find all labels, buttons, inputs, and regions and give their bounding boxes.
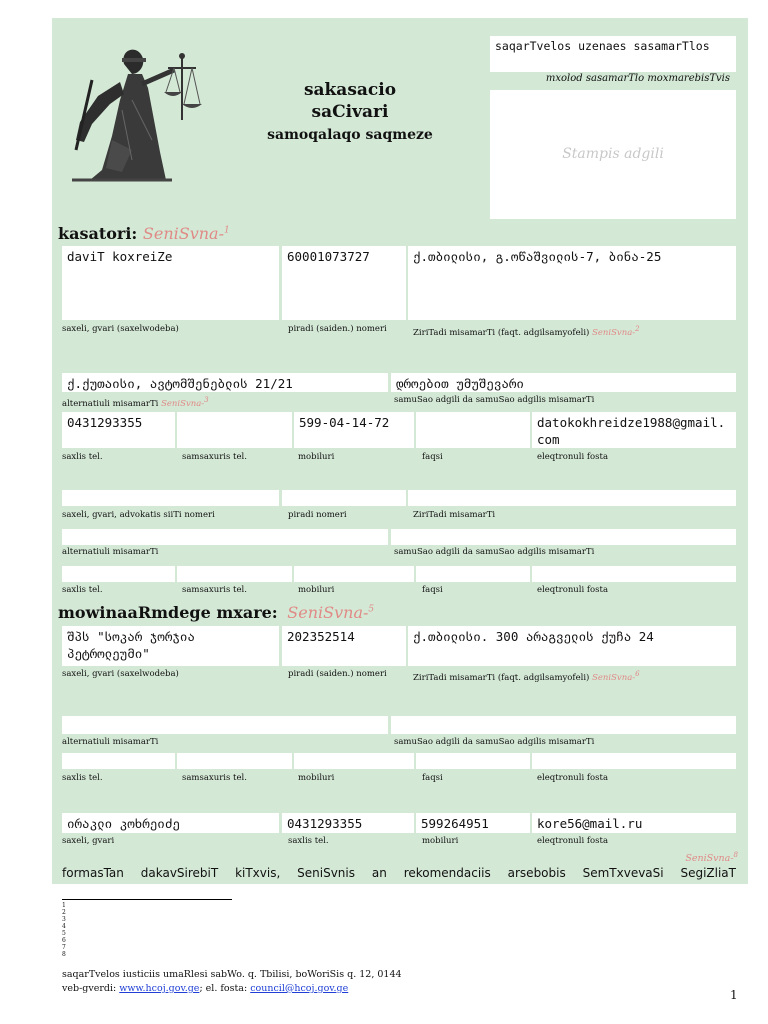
lawyer-fax-label: faqsi bbox=[422, 585, 443, 595]
cassator-email-field[interactable]: datokokhreidze1988@gmail.com bbox=[532, 412, 736, 448]
respondent-workplace-field[interactable] bbox=[391, 716, 736, 734]
note-marker: SeniSvna- bbox=[142, 224, 224, 243]
representative-mobile-label: mobiluri bbox=[422, 836, 459, 846]
cassator-fax-field[interactable] bbox=[416, 412, 530, 448]
contact-word: SeniSvnis bbox=[297, 866, 355, 880]
cassator-workplace-field[interactable]: დროებით უმუშევარი bbox=[391, 373, 736, 392]
cassator-address-label: ZiriTadi misamarTi (faqt. adgilsamyofeli) SeniSvna-$^2$ bbox=[413, 324, 640, 338]
lawyer-alt-address-field[interactable] bbox=[62, 529, 388, 545]
respondent-home-tel-field[interactable] bbox=[62, 753, 175, 769]
cassator-alt-address-label: alternatiuli misamarTi SeniSvna-$^3$ bbox=[62, 395, 209, 409]
respondent-id-field[interactable]: 202352514 bbox=[282, 626, 406, 666]
respondent-email-field[interactable] bbox=[532, 753, 736, 769]
cassator-mobile-label: mobiluri bbox=[298, 452, 335, 462]
contact-word: dakavSirebiT bbox=[140, 866, 219, 880]
footnote-number: 1 bbox=[62, 902, 66, 909]
cassator-heading: kasatori: SeniSvna-$^1$ bbox=[58, 224, 230, 243]
respondent-heading: mowinaaRmdege mxare: SeniSvna-$^5$ bbox=[58, 603, 375, 622]
respondent-id-label: piradi (saiden.) nomeri bbox=[288, 669, 387, 679]
lawyer-address-label: ZiriTadi misamarTi bbox=[413, 510, 496, 520]
footnote-number: 7 bbox=[62, 944, 66, 951]
respondent-alt-address-field[interactable] bbox=[62, 716, 388, 734]
lawyer-mobile-label: mobiluri bbox=[298, 585, 335, 595]
lawyer-name-label: saxeli, gvari, advokatis siiTi nomeri bbox=[62, 510, 215, 520]
respondent-mobile-field[interactable] bbox=[294, 753, 414, 769]
lawyer-mobile-field[interactable] bbox=[294, 566, 414, 582]
contact-word: SemTxvevaSi bbox=[582, 866, 664, 880]
cassator-id-field[interactable]: 60001073727 bbox=[282, 246, 406, 320]
lawyer-workplace-field[interactable] bbox=[391, 529, 736, 545]
footnote-number: 4 bbox=[62, 923, 66, 930]
lawyer-fax-field[interactable] bbox=[416, 566, 530, 582]
lawyer-address-field[interactable] bbox=[408, 490, 736, 506]
cassator-work-tel-label: samsaxuris tel. bbox=[182, 452, 247, 462]
cassator-alt-address-field[interactable]: ქ.ქუთაისი, ავტომშენებლის 21/21 bbox=[62, 373, 388, 392]
contact-word: an bbox=[371, 866, 387, 880]
respondent-name-label: saxeli, gvari (saxelwodeba) bbox=[62, 669, 179, 679]
cassator-name-field[interactable]: daviT koxreiZe bbox=[62, 246, 279, 320]
lawyer-alt-address-label: alternatiuli misamarTi bbox=[62, 547, 159, 557]
respondent-workplace-label: samuSao adgili da samuSao adgilis misamarTi bbox=[394, 737, 595, 747]
form-title: sakasacio bbox=[303, 80, 397, 100]
footnote-number: 6 bbox=[62, 937, 66, 944]
form-case-type: samoqalaqo saqmeze bbox=[267, 127, 433, 143]
footer-contacts: veb-gverdi: www.hcoj.gov.ge; el. fosta: council@hcoj.gov.ge bbox=[62, 983, 349, 994]
contact-word: SegiZliaT bbox=[680, 866, 736, 880]
cassator-work-tel-field[interactable] bbox=[177, 412, 292, 448]
contact-instruction-text bbox=[62, 866, 736, 880]
respondent-address-label: ZiriTadi misamarTi (faqt. adgilsamyofeli) SeniSvna-$^6$ bbox=[413, 669, 640, 683]
representative-name-label: saxeli, gvari bbox=[62, 836, 115, 846]
lawyer-id-label: piradi nomeri bbox=[288, 510, 347, 520]
lawyer-home-tel-field[interactable] bbox=[62, 566, 175, 582]
representative-home-tel-field[interactable]: 0431293355 bbox=[282, 813, 414, 833]
lawyer-id-field[interactable] bbox=[282, 490, 406, 506]
lawyer-work-tel-label: samsaxuris tel. bbox=[182, 585, 247, 595]
contact-word: kiTxvis, bbox=[235, 866, 281, 880]
respondent-fax-label: faqsi bbox=[422, 773, 443, 783]
court-note: mxolod sasamarTlo moxmarebisTvis bbox=[545, 73, 730, 84]
cassator-workplace-label: samuSao adgili da samuSao adgilis misamarTi bbox=[394, 395, 595, 405]
stamp-placeholder: Stampis adgili bbox=[562, 146, 664, 162]
cassator-address-field[interactable]: ქ.თბილისი, გ.ოწაშვილის-7, ბინა-25 bbox=[408, 246, 736, 320]
lawyer-work-tel-field[interactable] bbox=[177, 566, 292, 582]
lawyer-email-label: eleqtronuli fosta bbox=[537, 585, 609, 595]
contact-word: formasTan bbox=[62, 866, 124, 880]
court-name: saqarTvelos uzenaes sasamarTlos bbox=[490, 36, 736, 72]
email-link[interactable]: council@hcoj.gov.ge bbox=[250, 983, 349, 994]
representative-home-tel-label: saxlis tel. bbox=[288, 836, 329, 846]
footnote-divider bbox=[62, 899, 232, 900]
footer-address: saqarTvelos iusticiis umaRlesi sabWo. q. Tbilisi, boWoriSis q. 12, 0144 bbox=[62, 969, 402, 980]
respondent-fax-field[interactable] bbox=[416, 753, 530, 769]
respondent-work-tel-field[interactable] bbox=[177, 753, 292, 769]
representative-mobile-field[interactable]: 599264951 bbox=[416, 813, 530, 833]
cassator-id-label: piradi (saiden.) nomeri bbox=[288, 324, 387, 334]
cassator-mobile-field[interactable]: 599-04-14-72 bbox=[294, 412, 414, 448]
contact-word: rekomendaciis bbox=[403, 866, 491, 880]
respondent-name-field[interactable]: შპს "სოკარ ჯორჯია პეტროლეუმი" bbox=[62, 626, 279, 666]
cassator-email-label: eleqtronuli fosta bbox=[537, 452, 609, 462]
cassator-name-label: saxeli, gvari (saxelwodeba) bbox=[62, 324, 179, 334]
cassator-home-tel-label: saxlis tel. bbox=[62, 452, 103, 462]
contact-word: arsebobis bbox=[507, 866, 566, 880]
footnote-number: 8 bbox=[62, 951, 66, 958]
footnote-number: 3 bbox=[62, 916, 66, 923]
respondent-email-label: eleqtronuli fosta bbox=[537, 773, 609, 783]
representative-email-field[interactable]: kore56@mail.ru bbox=[532, 813, 736, 833]
page-number: 1 bbox=[730, 988, 738, 1002]
footnote-number: 5 bbox=[62, 930, 66, 937]
lawyer-home-tel-label: saxlis tel. bbox=[62, 585, 103, 595]
respondent-mobile-label: mobiluri bbox=[298, 773, 335, 783]
representative-email-label: eleqtronuli fosta bbox=[537, 836, 609, 846]
lawyer-name-field[interactable] bbox=[62, 490, 279, 506]
representative-name-field[interactable]: ირაკლი კოხრეიძე bbox=[62, 813, 279, 833]
cassator-home-tel-field[interactable]: 0431293355 bbox=[62, 412, 175, 448]
lawyer-workplace-label: samuSao adgili da samuSao adgilis misamarTi bbox=[394, 547, 595, 557]
respondent-home-tel-label: saxlis tel. bbox=[62, 773, 103, 783]
website-link[interactable]: www.hcoj.gov.ge bbox=[119, 983, 200, 994]
respondent-work-tel-label: samsaxuris tel. bbox=[182, 773, 247, 783]
contact-note-marker: SeniSvna-$^8$ bbox=[685, 851, 738, 865]
justice-statue-icon bbox=[62, 40, 212, 185]
form-subtitle: saCivari bbox=[311, 102, 389, 122]
respondent-address-field[interactable]: ქ.თბილისი. 300 არაგველის ქუჩა 24 bbox=[408, 626, 736, 666]
cassator-fax-label: faqsi bbox=[422, 452, 443, 462]
respondent-alt-address-label: alternatiuli misamarTi bbox=[62, 737, 159, 747]
footnote-number: 2 bbox=[62, 909, 66, 916]
lawyer-email-field[interactable] bbox=[532, 566, 736, 582]
